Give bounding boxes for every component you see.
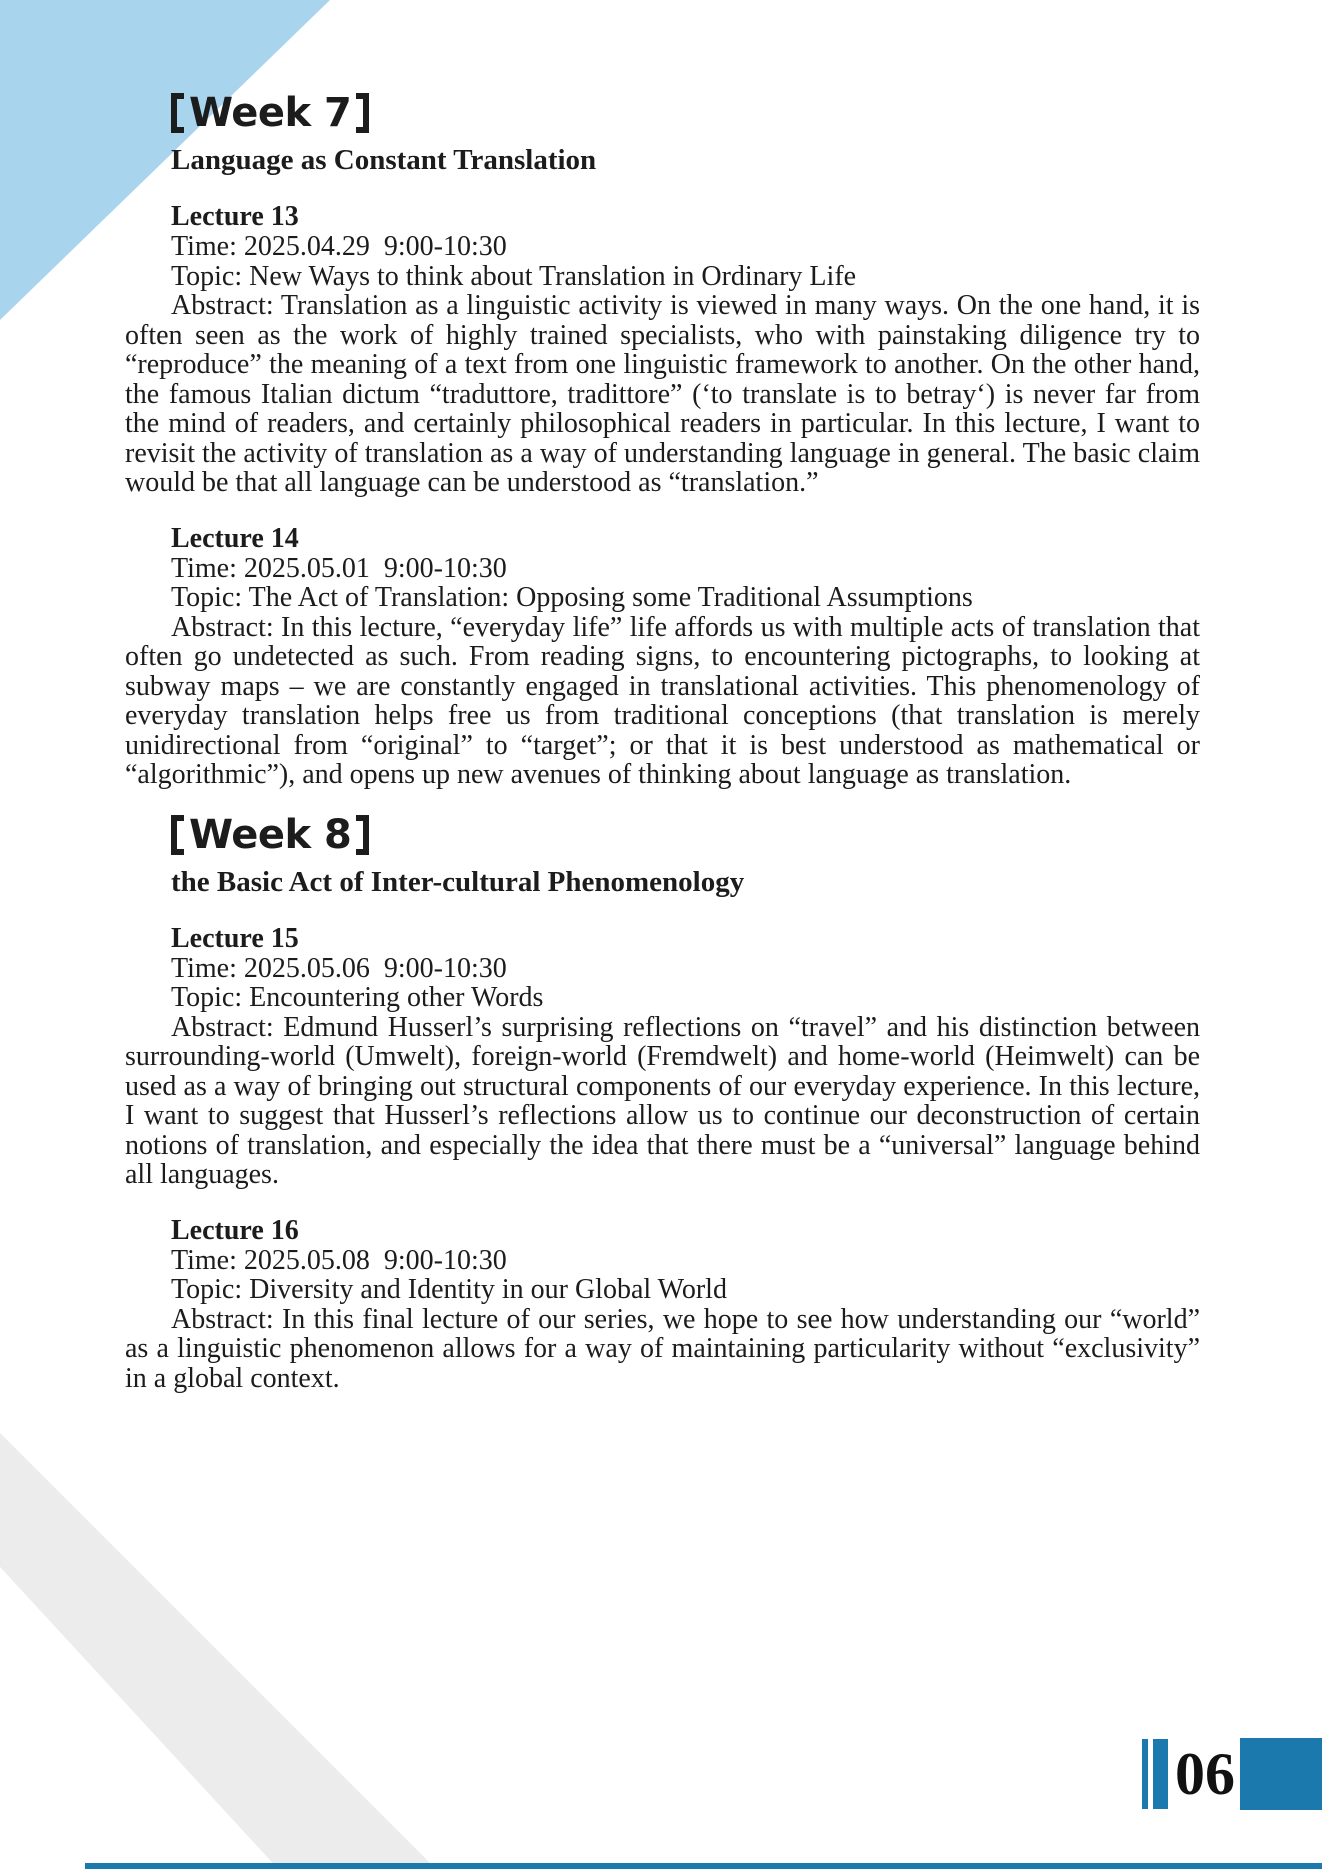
lecture-topic: Topic: The Act of Translation: Opposing some Traditional Assumptions [171, 582, 973, 613]
lecture-abstract: Abstract: Translation as a linguistic activity is viewed in many ways. On the one hand, it is often seen as the work of highly trained specialists, who with painstaking diligence try to “reproduce” the meaning of a text from one linguistic framework to another. On the other hand, the famous Italian dictum “traduttore, tradittore” (‘to translate is to betray‘) is never far from the mind of readers, and certainly philosophical readers in particular. In this lecture, I want to revisit the activity of translation as a way of understanding language in general. The basic claim would be that all language can be understood as “translation.” [125, 290, 1200, 498]
lecture-time: Time: 2025.05.01 9:00-10:30 [171, 552, 507, 584]
week-7-title [171, 90, 1200, 136]
lecture-heading: Lecture 15 [171, 922, 299, 954]
lenticular-bracket-right-icon [356, 93, 369, 133]
page-number-bar-thin [1142, 1739, 1148, 1809]
lecture-abstract: Abstract: Edmund Husserl’s surprising reflections on “travel” and his distinction between surrounding-world (Umwelt), foreign-world (Fremdwelt) and home-world (Heimwelt) can be used as a way of bringing out structural components of our everyday experience. In this lecture, I want to suggest that Husserl’s reflections allow us to continue our deconstruction of certain notions of translation, and especially the idea that there must be a “universal” language behind all languages. [125, 1011, 1200, 1190]
page-number-bar-wide [1153, 1739, 1168, 1809]
week-8-section [125, 812, 1200, 1394]
lecture-time: Time: 2025.04.29 9:00-10:30 [171, 231, 507, 262]
week-7-subtitle: Language as Constant Translation [171, 144, 597, 176]
page-number: 06 [1175, 1741, 1235, 1807]
page-number-block [1240, 1738, 1322, 1810]
week-7-title-text: Week 7 [189, 90, 352, 136]
week-7-section [125, 90, 1200, 790]
lecture-heading: Lecture 16 [171, 1214, 299, 1246]
lecture-15-block [125, 924, 1200, 1190]
lenticular-bracket-left-icon [171, 93, 184, 133]
week-8-subtitle: the Basic Act of Inter-cultural Phenomenology [171, 865, 745, 898]
diagonal-band-decoration [0, 1433, 436, 1869]
bottom-strip-decoration [85, 1863, 1322, 1869]
lenticular-bracket-right-icon [356, 815, 369, 855]
lecture-heading: Lecture 14 [171, 522, 299, 554]
week-8-title-text: Week 8 [189, 811, 352, 858]
lecture-topic: Topic: New Ways to think about Translation in Ordinary Life [171, 260, 857, 292]
lenticular-bracket-left-icon [171, 815, 184, 855]
lecture-13-block [125, 202, 1200, 498]
lecture-16-block [125, 1216, 1200, 1394]
lecture-14-block [125, 524, 1200, 790]
lecture-abstract: Abstract: In this final lecture of our series, we hope to see how understanding our “world” as a linguistic phenomenon allows for a way of maintaining particularity without “exclusivity” in a global context. [125, 1303, 1200, 1394]
lecture-abstract: Abstract: In this lecture, “everyday life” life affords us with multiple acts of translation that often go undetected as such. From reading signs, to encountering pictographs, to looking at subway maps – we are constantly engaged in translational activities. This phenomenology of everyday translation helps free us from traditional conceptions (that translation is merely unidirectional from “original” to “target”; or that it is best understood as mathematical or “algorithmic”), and opens up new avenues of thinking about language as translation. [125, 611, 1200, 790]
lecture-time: Time: 2025.05.06 9:00-10:30 [171, 952, 507, 984]
page-content [125, 90, 1200, 1393]
week-8-title [171, 812, 1200, 858]
lecture-time: Time: 2025.05.08 9:00-10:30 [171, 1244, 507, 1276]
lecture-heading: Lecture 13 [171, 201, 299, 232]
page-number-group [1142, 1738, 1322, 1810]
lecture-topic: Topic: Diversity and Identity in our Global World [171, 1274, 727, 1305]
lecture-topic: Topic: Encountering other Words [171, 982, 544, 1013]
